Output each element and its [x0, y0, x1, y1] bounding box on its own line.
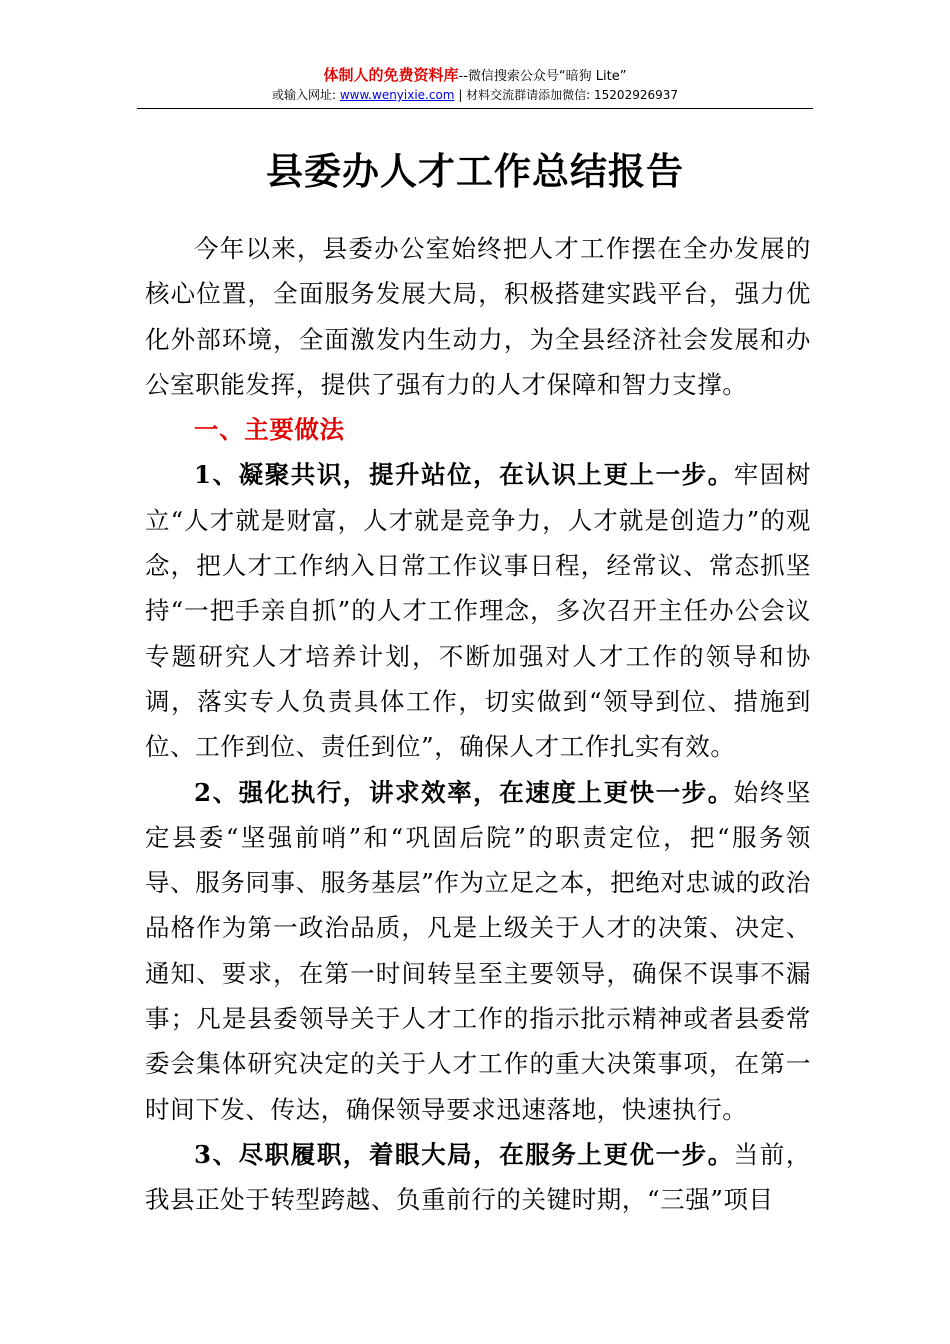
document-title: 县委办人才工作总结报告	[266, 149, 684, 193]
header-line-2	[137, 86, 813, 104]
item-paragraph-2	[145, 770, 811, 1132]
header-url-link[interactable]: www.wenyixie.com	[339, 88, 455, 102]
item-text-2: 始终坚定县委“坚强前哨”和“巩固后院”的职责定位，把“服务领导、服务同事、服务基层”作为立足之本，把绝对忠诚的政治品格作为第一政治品质，凡是上级关于人才的决策、决定、通知、要求，在第一时间转呈至主要领导，确保不误事不漏事；凡是县委领导关于人才工作的指示批示精神或者县委常委会集体研究决定的关于人才工作的重大决策事项，在第一时间下发、传达，确保领导要求迅速落地，快速执行。	[145, 777, 811, 1124]
item-text-1: 牢固树立“人才就是财富，人才就是竞争力，人才就是创造力”的观念，把人才工作纳入日常工作议事日程，经常议、常态抓坚持“一把手亲自抓”的人才工作理念，多次召开主任办公会议专题研究人才培养计划，不断加强对人才工作的领导和协调，落实专人负责具体工作，切实做到“领导到位、措施到位、工作到位、责任到位”，确保人才工作扎实有效。	[145, 460, 811, 762]
header-line-1	[137, 66, 813, 86]
header-brand: 体制人的免费资料库	[323, 66, 459, 84]
intro-paragraph: 今年以来，县委办公室始终把人才工作摆在全办发展的核心位置，全面服务发展大局，积极搭建实践平台，强力优化外部环境，全面激发内生动力，为全县经济社会发展和办公室职能发挥，提供了强有力的人才保障和智力支撑。	[145, 234, 811, 399]
item-lead-2: 2、强化执行，讲求效率，在速度上更快一步。	[194, 777, 734, 807]
header-contact: | 材料交流群请添加微信: 15202926937	[454, 88, 679, 102]
header-divider	[137, 108, 813, 109]
item-lead-3: 3、尽职履职，着眼大局，在服务上更优一步。	[194, 1139, 734, 1169]
page-header	[137, 66, 813, 104]
header-url-prefix: 或输入网址:	[271, 88, 340, 102]
section-heading: 一、主要做法	[194, 415, 345, 445]
document-body	[145, 226, 811, 1223]
header-tagline: --微信搜索公众号“暗狗 Lite”	[458, 69, 627, 84]
item-paragraph-1	[145, 452, 811, 769]
item-paragraph-3	[145, 1132, 811, 1223]
item-lead-1: 1、凝聚共识，提升站位，在认识上更上一步。	[194, 460, 734, 490]
item-text-3: 当前，我县正处于转型跨越、负重前行的关键时期，“三强”项目	[145, 1139, 811, 1215]
